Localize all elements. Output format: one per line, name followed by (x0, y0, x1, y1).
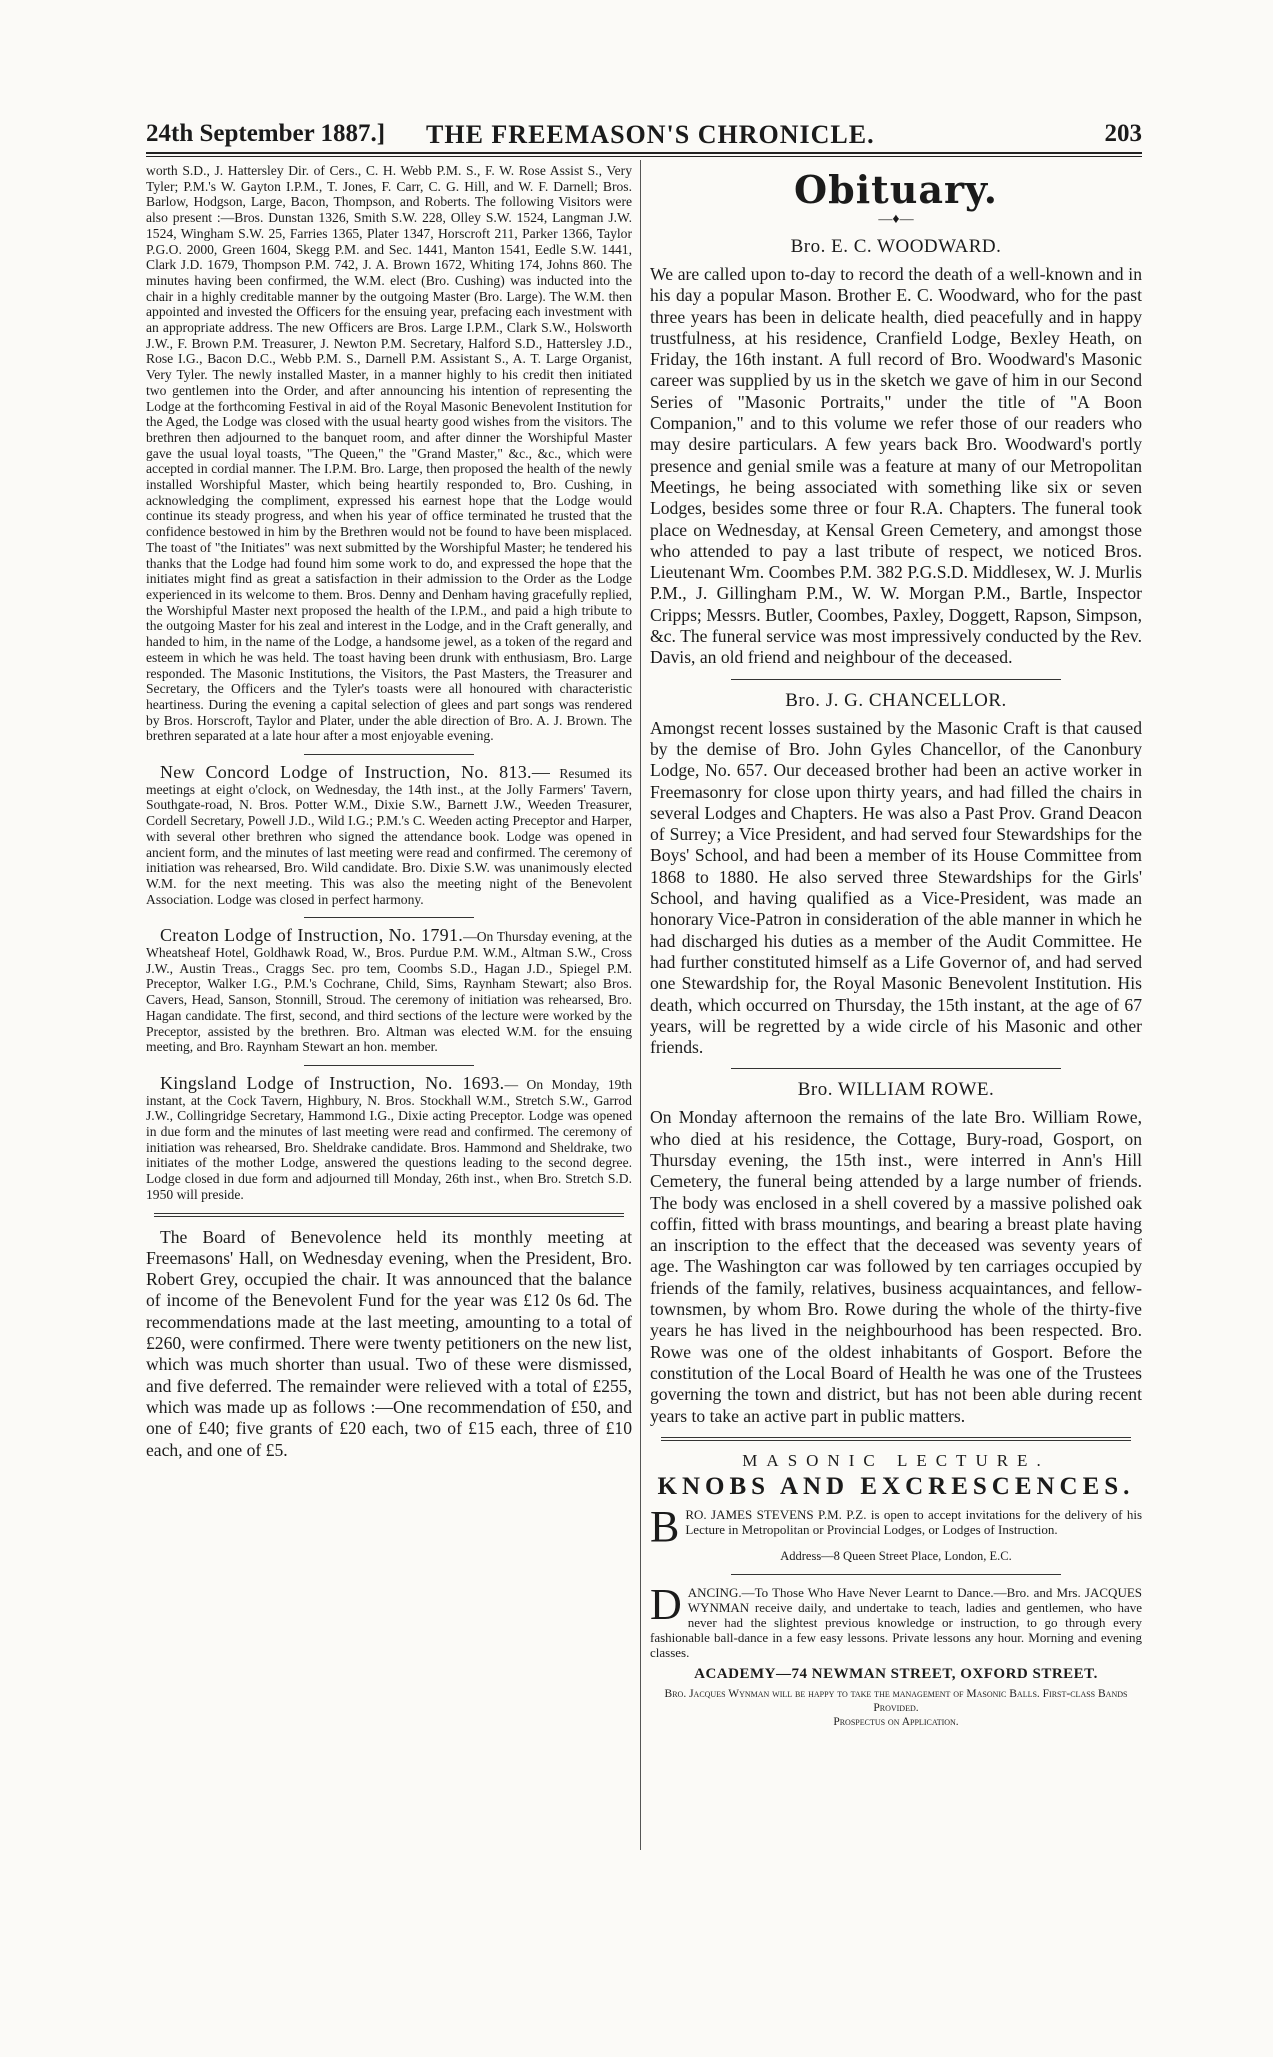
left-column (146, 163, 632, 1461)
obituary-body-woodward: We are called upon to-day to record the death of a well-known and in his day a popular Mason. Brother E. C. Woodward, who for the past three years has been in delicate health, died peacefully and in happy trustfulness, at his residence, Cranfield Lodge, Bexley Heath, on Friday, the 16th instant. A full record of Bro. Woodward's Masonic career was supplied by us in the sketch we gave of him in our Second Series of "Masonic Portraits," under the title of "A Boon Companion," and to this volume we refer those of our readers who may desire particulars. A few years back Bro. Woodward's portly presence and genial smile was a feature at many of our Metropolitan Meetings, he being associated with something like six or seven Lodges, besides some three or four R.A. Chapters. The funeral took place on Wednesday, at Kensal Green Cemetery, and amongst those who attended to pay a last tribute of respect, we noticed Bros. Lieutenant Wm. Coombes P.M. 382 P.G.S.D. Middlesex, W. J. Murlis P.M., J. Gillingham P.M., W. W. Morgan P.M., Bartle, Inspector Cripps; Messrs. Butler, Coombes, Paxley, Doggett, Rapson, Simpson, &c. The funeral service was most impressively conducted by the Rev. Davis, an old friend and neighbour of the deceased. (650, 264, 1142, 668)
obituary-name-chancellor: Bro. J. G. CHANCELLOR. (785, 689, 1007, 711)
kingsland-report (146, 1072, 632, 1203)
lecture-ad-address: Address—8 Queen Street Place, London, E.C. (780, 1548, 1012, 1563)
obituary-name-woodward: Bro. E. C. WOODWARD. (790, 236, 1002, 257)
masthead (146, 118, 1142, 156)
masthead-rule (146, 152, 1142, 157)
column-divider (640, 160, 641, 1850)
kingsland-body: Bros. Stockhall W.M., Stretch S.W., Garrod J.W., Collingridge Secretary, Hammond I.G., Dixie acting Preceptor. Lodge was opened in due form and the minutes of last meeting were read and confirmed. The ceremony of initiation was rehearsed, Bro. Sheldrake candidate. Bros. Hammond and Sheldrake, two initiates of the mother Lodge, answered the questions leading to the second degree. Lodge closed in due form and adjourned till Monday, 26th inst., when Bro. Stretch S.D. 1950 will preside. (146, 1092, 632, 1202)
creaton-body: Bros. Purdue P.M. W.M., Altman S.W., Cross J.W., Austin Treas., Craggs Sec. pro tem, Coombs S.D., Hagan J.D., Spiegel P.M. Preceptor, Walker I.G., P.M.'s Cochrane, Child, Sims, Raynham Stewart; also Bros. Cavers, Head, Sanson, Stonnill, Stroud. The ceremony of initiation was rehearsed, Bro. Hagan candidate. The first, second, and third sections of the lecture were worked by the Preceptor, assisted by the brethren. Bro. Altman was elected W.M. for the ensuing meeting, and Bro. Raynham Stewart an hon. member. (146, 945, 633, 1055)
section-double-rule (661, 1437, 1131, 1441)
ornament-icon: —♦— (878, 212, 914, 227)
obituary-body-rowe: On Monday afternoon the remains of the late Bro. William Rowe, who died at his residence, the Cottage, Bury-road, Gosport, on Thursday evening, the 15th inst., were interred in Ann's Hill Cemetery, the funeral being attended by a large number of friends. The body was enclosed in a shell covered by a massive polished oak coffin, fitted with brass mountings, and bearing a breast plate having an inscription to the effect that the deceased was seventy years of age. The Washington car was followed by ten carriages occupied by friends of the family, relatives, business acquaintances, and fellow-townsmen, by whom Bro. Rowe during the whole of the thirty-five years he has lived in the neighbourhood has been respected. Bro. Rowe was one of the oldest inhabitants of Gosport. Before the constitution of the Local Board of Health he was one of the Trustees governing the town and district, but has not been able during recent years to take an active part in public matters. (650, 1107, 1142, 1426)
dancing-advertisement (650, 1579, 1142, 1729)
lecture-advertisement (650, 1451, 1142, 1564)
section-rule (304, 754, 474, 755)
section-rule (304, 1065, 474, 1066)
lodge-installation-report: worth S.D., J. Hattersley Dir. of Cers., C. H. Webb P.M. S., F. W. Rose Assist S., Very Tyler; P.M.'s W. Gayton I.P.M., T. Jones, F. Carr, C. G. Hill, and W. F. Darnell; Bros. Barlow, Hodgson, Large, Bacon, Thompson, and Roberts. The following Visitors were also present :—Bros. Dunstan 1326, Smith S.W. 228, Olley S.W. 1524, Langman J.W. 1524, Wingham S.W. 25, Farries 1365, Plater 1347, Horscroft 211, Parker 1366, Taylor P.G.O. 2000, Green 1604, Skegg P.M. and Sec. 1441, Manton 1541, Eedle S.W. 1441, Clark J.D. 1679, Thompson P.M. 742, J. A. Brown 1672, Whiting 174, Johns 860. The minutes having been confirmed, the W.M. elect (Bro. Cushing) was inducted into the chair in a highly creditable manner by the outgoing Master (Bro. Large). The W.M. then appointed and invested the Officers for the ensuing year, prefacing each investment with an appropriate address. The new Officers are Bros. Large I.P.M., Clark S.W., Holsworth J.W., F. Brown P.M. Treasurer, J. Newton P.M. Secretary, Halford S.D., Hattersley J.D., Rose I.G., Bacon D.C., Webb P.M. S., Darnell P.M. Assistant S., A. T. Large Organist, Very Tyler. The newly installed Master, in a manner highly to his credit then initiated two gentlemen into the Order, and after announcing his intention of representing the Lodge at the forthcoming Festival in aid of the Royal Masonic Benevolent Institution for the Aged, the Lodge was closed with the usual hearty good wishes from the visitors. The brethren then adjourned to the banquet room, and after dinner the Worshipful Master gave the usual loyal toasts, "The Queen," the "Grand Master," &c., &c., which were accepted in cordial manner. The I.P.M. Bro. Large, then proposed the health of the newly installed Worshipful Master, which being heartily responded to, Bro. Cushing, in acknowledging the compliment, expressed his earnest hope that the Lodge would continue its steady progress, and when his year of office terminated he trusted that the confidence bestowed in him by the Brethren would not be found to have been misplaced. The toast of "the Initiates" was next submitted by the Worshipful Master; he tendered his thanks that the Lodge had found him some work to do, and expressed the hope that the initiates might find as great a satisfaction in their admission to the Order as the Lodge experienced in its welcome to them. Bros. Denny and Denham having gracefully replied, the Worshipful Master next proposed the health of the I.P.M., and paid a high tribute to the outgoing Master for his zeal and interest in the Lodge, and in the Craft generally, and handed to him, in the name of the Lodge, a handsome jewel, as a token of the regard and esteem in which he was held. The toast having been drunk with enthusiasm, Bro. Large responded. The Masonic Institutions, the Visitors, the Past Masters, the Treasurer and Secretary, the Officers and the Tyler's toasts were all honoured with characteristic heartiness. During the evening a capital selection of glees and part songs was rendered by Bros. Horscroft, Taylor and Plater, under the able direction of Bro. A. J. Brown. The brethren separated at a late hour after a most enjoyable evening. (146, 163, 632, 744)
dancing-ad-text: ANCING.—To Those Who Have Never Learnt to Dance.—Bro. and Mrs. JACQUES WYNMAN receive daily, and undertake to teach, ladies and gentlemen, who have never had the slightest previous knowledge or instruction, to go through every fashionable ball-dance in a few easy lessons. Private lessons any hour. Morning and evening classes. (650, 1584, 1142, 1660)
board-of-benevolence-report: The Board of Benevolence held its monthly meeting at Freemasons' Hall, on Wednesday evening, when the President, Bro. Robert Grey, occupied the chair. It was announced that the balance of income of the Benevolent Fund for the year was £12 0s 6d. The recommendations made at the last meeting, amounting to a total of £260, were confirmed. There were twenty petitioners on the new list, which was much shorter than usual. Two of these were dismissed, and five deferred. The remainder were relieved with a total of £255, which was made up as follows :—One recommendation of £50, and one of £40; five grants of £20 each, two of £15 each, three of £10 each, and one of £5. (146, 1226, 632, 1460)
obituary-heading: Obituary. (794, 167, 998, 212)
right-column (650, 163, 1142, 1729)
dancing-ad-academy: ACADEMY—74 NEWMAN STREET, OXFORD STREET. (694, 1665, 1098, 1682)
section-rule (731, 1068, 1061, 1069)
creaton-lead: —On Thursday evening, at the Wheatsheaf Hotel, Goldhawk Road, W., (146, 929, 632, 961)
obituary-name-rowe: Bro. WILLIAM ROWE. (797, 1079, 995, 1101)
creaton-heading: Creaton Lodge of Instruction, No. 1791. (160, 925, 464, 946)
page-number: 203 (1104, 120, 1142, 147)
lecture-ad-kicker: MASONIC LECTURE. (742, 1450, 1050, 1470)
dancing-ad-notice: Bro. Jacques Wynman will be happy to take the management of Masonic Balls. First-class Bands Provided. (664, 1687, 1128, 1714)
creaton-report (146, 925, 633, 1055)
section-rule (304, 917, 474, 918)
newspaper-title: THE FREEMASON'S CHRONICLE. (426, 120, 875, 149)
new-concord-heading: New Concord Lodge of Instruction, No. 813.— (160, 762, 551, 783)
section-double-rule (154, 1213, 624, 1217)
obituary-body-chancellor: Amongst recent losses sustained by the Masonic Craft is that caused by the demise of Bro. John Gyles Chancellor, of the Canonbury Lodge, No. 657. Our deceased brother had been an active worker in Freemasonry for close upon thirty years, and had filled the chairs in several Lodges and Chapters. He was also a Past Prov. Grand Deacon of Surrey; a Vice President, and had served four Stewardships for the Boys' School, and had been a member of its House Committee from 1868 to 1880. He also served three Stewardships for the Girls' School, and having qualified as a Vice-President, was made an honorary Vice-Patron in consideration of the able manner in which he had discharged his duties as a member of the Audit Committee. He had further constituted himself as a Life Governor of, and had served one Stewardship for, the Royal Masonic Benevolent Institution. His death, which occurred on Thursday, the 15th instant, at the age of 67 years, will be regretted by a wide circle of his Masonic and other friends. (650, 717, 1142, 1058)
section-rule (731, 679, 1061, 680)
section-rule (731, 1574, 1061, 1575)
lecture-ad-dropcap: B (650, 1501, 680, 1551)
dancing-ad-dropcap: D (650, 1579, 682, 1629)
kingsland-heading: Kingsland Lodge of Instruction, No. 1693. (160, 1072, 505, 1093)
issue-date: 24th September 1887.] (146, 120, 386, 147)
lecture-ad-text: RO. JAMES STEVENS P.M. P.Z. is open to accept invitations for the delivery of his Lecture in Metropolitan or Provincial Lodges, or Lodges of Instruction. (685, 1506, 1142, 1537)
lecture-ad-title: KNOBS AND EXCRESCENCES. (657, 1472, 1135, 1500)
kingsland-lead: — On Monday, 19th instant, at the Cock Tavern, Highbury, N. (146, 1076, 632, 1108)
new-concord-report (146, 762, 632, 907)
dancing-ad-prospectus: Prospectus on Application. (833, 1715, 959, 1728)
new-concord-body: Resumed its meetings at eight o'clock, on Wednesday, the 14th inst., at the Jolly Farmers' Tavern, Southgate-road, N. Bros. Potter W.M., Dixie S.W., Barnett J.W., Weeden Treasurer, Cordell Secretary, Powell J.D., Wild I.G.; P.M.'s C. Weeden acting Preceptor and Harper, with several other brethren who signed the attendance book. Lodge was opened in ancient form, and the minutes of last meeting were read and confirmed. The ceremony of initiation was rehearsed, Bro. Wild candidate. Bro. Dixie S.W. was unanimously elected W.M. for the next meeting. This was also the meeting night of the Benevolent Association. Lodge was closed in perfect harmony. (146, 766, 632, 907)
